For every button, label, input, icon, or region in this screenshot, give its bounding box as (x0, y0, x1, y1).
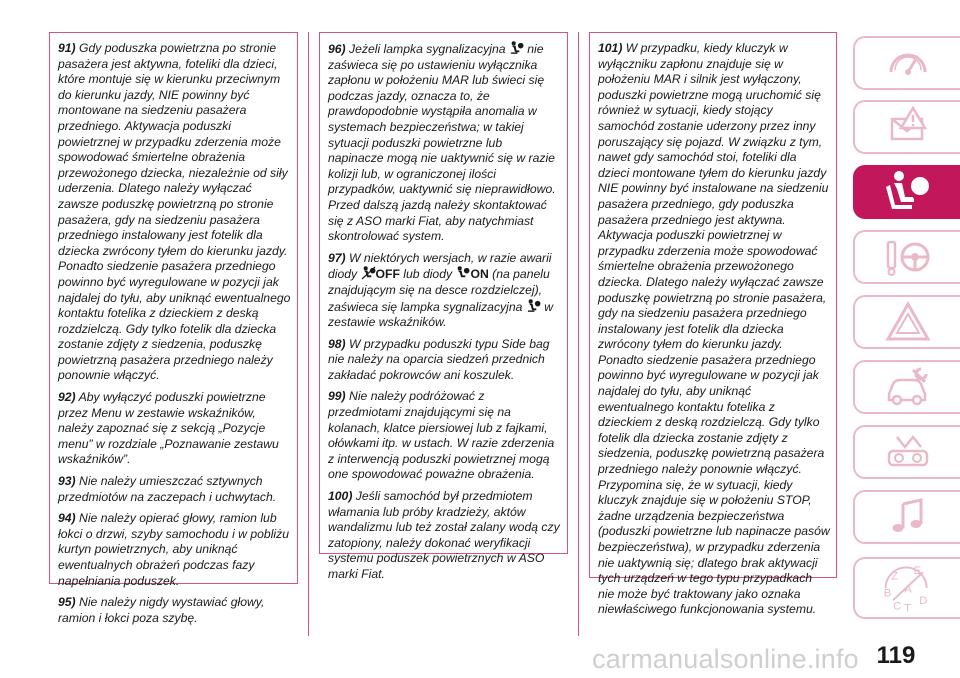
car-wrench-icon (885, 366, 931, 408)
note-97: 97) W niektórych wersjach, w razie awarii diody OFF lub diody ON (na panelu znajdującym się na desce rozdzielczej), zaświeca się lampka sygnalizacyjna w zestawie wskaźników. (328, 250, 554, 330)
notes-column-2 (319, 32, 568, 581)
chapter-tab-warning-lights[interactable] (853, 100, 960, 154)
index-letter: B (883, 587, 891, 600)
airbag-warning-icon (509, 41, 524, 55)
note-93: 93) Nie należy umieszczać sztywnych przedmiotów na zaczepach i uchwytach. (58, 474, 277, 504)
index-letter: E (913, 565, 921, 577)
note-91: 91) Gdy poduszka powietrzna po stronie pasażera jest aktywna, foteliki dla dzieci, które montuje się w kierunku przeciwnym do kierunku jazdy, NIE powinny być montowane na siedzeniu pasażera przedniego. Aktywacja poduszki powietrznej w przypadku zderzenia może spowodować śmiertelne obrażenia przewożonego dziecka, niezależnie od siły uderzenia. Dlatego należy wyłączać zawsze poduszkę powietrzną po stronie pasażera, gdy na siedzeniu pasażera przedniego instalowany jest fotelik dla dziecka zwrócony tyłem do kierunku jazdy. Ponadto siedzenie pasażera przedniego powinno być wyregulowane w pozycji jak najdalej do tyłu, aby uniknąć ewentualnego kontaktu fotelika z dzieckiem z deską rozdzielczą. Gdy tylko fotelik dla dziecka zostanie zdjęty z siedzenia, poduszkę powietrzną pasażera przedniego należy ponownie włączyć. (58, 41, 291, 383)
note-95: 95) Nie należy nigdy wystawiać głowy, ramion i łokci poza szybę. (58, 595, 265, 625)
chapter-tab-servicing[interactable] (853, 360, 960, 414)
note-92: 92) Aby wyłączyć poduszki powietrzne przez Menu w zestawie wskaźników, należy zapoznać się z sekcją „Pozycje menu” w rozdziale „Poznawanie zestawu wskaźników”. (58, 390, 279, 467)
index-letter: D (918, 594, 927, 607)
chapter-tab-multimedia[interactable] (853, 490, 960, 544)
page-number: 119 (876, 642, 916, 669)
note-100: 100) Jeśli samochód był przedmiotem włamania lub próby kradzieży, aktów wandalizmu lub też został zalany wodą czy zatopiony, należy dokonać weryfikacji systemu poduszek powietrznych w ASO marki Fiat. (328, 489, 560, 581)
chapter-tab-dashboard[interactable] (853, 36, 960, 90)
alphabetical-index-icon (880, 562, 936, 614)
airbag-on-icon (455, 266, 470, 280)
note-98: 98) W przypadku poduszki typu Side bag nie należy na oparcia siedzeń przednich zakładać pokrowców ani koszulek. (328, 336, 550, 382)
airbag-off-icon (361, 266, 376, 280)
note-96: 96) Jeżeli lampka sygnalizacyjna nie zaświeca się po ustawieniu wyłącznika zapłonu w położeniu MAR lub świeci się podczas jazdy, oznacza to, że prawdopodobnie wystąpiła anomalia w systemach bezpieczeństwa; w takiej sytuacji poduszki powietrzne lub napinacze mogą nie uaktywnić się w razie kolizji lub, w ograniczonej ilości przypadków, uaktywnić się nieprawidłowo. Przed dalszą jazdą należy skontaktować się z ASO marki Fiat, aby natychmiast skontrolować system. (328, 42, 556, 244)
chapter-tab-technical-data[interactable] (853, 425, 960, 479)
chapter-tab-safety[interactable] (853, 165, 960, 219)
index-letter: C (892, 600, 901, 613)
steering-wheel-icon (885, 236, 931, 278)
chapter-tab-starting-driving[interactable] (853, 230, 960, 284)
index-letter: Z (890, 570, 898, 583)
airbag-seat-icon (882, 169, 934, 215)
index-letter: T (903, 602, 911, 614)
music-note-icon (885, 496, 931, 538)
warning-envelope-icon (885, 106, 931, 148)
technical-data-icon (885, 431, 931, 473)
notes-column-3 (589, 32, 837, 617)
note-101: 101) W przypadku, kiedy kluczyk w wyłączniku zapłonu znajduje się w położeniu MAR i silnik jest wyłączony, poduszki powietrzne mogą uruchomić się również w sytuacji, kiedy stojący samochód zostanie uderzony przez inny poruszający się pojazd. W związku z tym, nawet gdy samochód stoi, foteliki dla dzieci montowane tyłem do kierunku jazdy NIE powinny być instalowane na siedzeniu pasażera przedniego, gdy poduszka pasażera przedniego jest aktywna. Aktywacja poduszki powietrznej w przypadku zderzenia może spowodować śmiertelne obrażenia przewożonego dziecka. Dlatego należy wyłączać zawsze poduszkę powietrzną po stronie pasażera, gdy na siedzeniu pasażera przedniego instalowany jest fotelik dla dziecka zwrócony tyłem do kierunku jazdy. Ponadto siedzenie pasażera przedniego powinno być wyregulowane w pozycji jak najdalej do tyłu, aby uniknąć ewentualnego kontaktu fotelika z dzieckiem z deską rozdzielczą. Gdy tylko fotelik dla dziecka zostanie zdjęty z siedzenia, poduszkę powietrzną pasażera przedniego należy ponownie włączyć. Przypomina się, że w sytuacji, kiedy kluczyk znajduje się w położeniu STOP, żadne urządzenia bezpieczeństwa (poduszki powietrzne lub napinacze pasów bezpieczeństwa), w przypadku zderzenia nie uaktywnią się; dlatego brak aktywacji tych urządzeń w tego typu przypadkach nie może być traktowany jako oznaka niewłaściwego funkcjonowania systemu. (598, 41, 830, 617)
chapter-tab-emergency[interactable] (853, 295, 960, 349)
note-94: 94) Nie należy opierać głowy, ramion lub łokci o drzwi, szyby samochodu i w pobliżu kurtyn powietrznych, aby uniknąć ewentualnych obrażeń podczas fazy napełniania poduszek. (58, 511, 289, 588)
column-divider (308, 32, 309, 636)
notes-column-1 (49, 32, 298, 625)
column-divider (578, 32, 579, 636)
watermark: carmanualsonline.info (592, 644, 859, 674)
dashboard-gauge-icon (885, 42, 931, 84)
note-99: 99) Nie należy podróżować z przedmiotami znajdującymi się na kolanach, klatce piersiowej lub z fajkami, ołówkami itp. w ustach. W razie zderzenia z interwencją poduszki powietrznej mogą one spowodować poważne obrażenia. (328, 389, 555, 482)
airbag-warning-icon (526, 299, 541, 313)
chapter-tab-index[interactable] (853, 557, 960, 619)
index-letter: A (903, 583, 912, 596)
warning-triangle-icon (885, 301, 931, 343)
